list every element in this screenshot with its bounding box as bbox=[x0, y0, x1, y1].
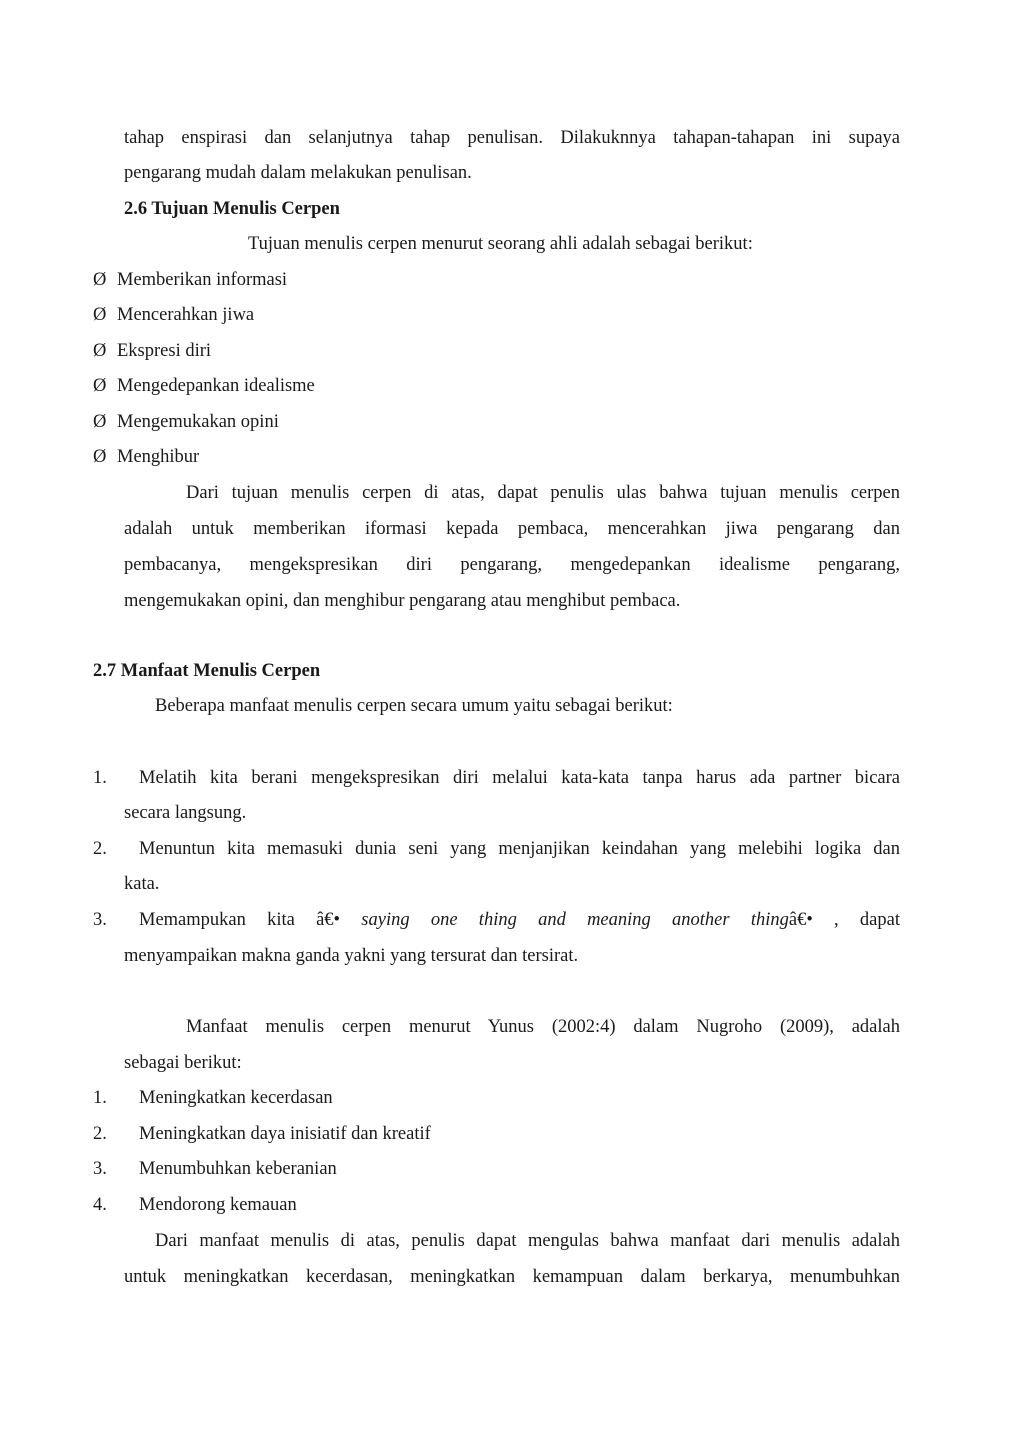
section-2-7-heading: 2.7 Manfaat Menulis Cerpen bbox=[93, 661, 321, 681]
list-number: 2. bbox=[93, 1124, 107, 1144]
closing-line-1: Dari manfaat menulis di atas, penulis dapat mengulas bahwa manfaat dari menulis adalah bbox=[155, 1231, 900, 1251]
bullet-symbol: Ø bbox=[93, 305, 107, 325]
benefit-2-line-1: Menuntun kita memasuki dunia seni yang menjanjikan keindahan yang melebihi logika dan bbox=[139, 839, 900, 859]
list-item bbox=[93, 446, 199, 468]
list-item bbox=[93, 304, 254, 326]
benefit-3-post: â€• , dapat bbox=[788, 910, 900, 930]
yunus-line-2: sebagai berikut: bbox=[124, 1053, 242, 1073]
list-item bbox=[93, 375, 315, 397]
intro-line-2: pengarang mudah dalam melakukan penulisan. bbox=[124, 163, 472, 183]
benefit-1-line-2: secara langsung. bbox=[124, 803, 247, 823]
bullet-symbol: Ø bbox=[93, 447, 107, 467]
benefit-3-pre: Memampukan kita â€• bbox=[139, 910, 341, 930]
summary-line-2: adalah untuk memberikan iformasi kepada pembaca, mencerahkan jiwa pengarang dan bbox=[124, 519, 900, 539]
list-item-text: Mengedepankan idealisme bbox=[117, 376, 315, 396]
bullet-symbol: Ø bbox=[93, 341, 107, 361]
list-number: 1. bbox=[93, 768, 107, 788]
bullet-symbol: Ø bbox=[93, 270, 107, 290]
list-number: 3. bbox=[93, 1159, 107, 1179]
intro-line-1: tahap enspirasi dan selanjutnya tahap penulisan. Dilakuknnya tahapan-tahapan ini supaya bbox=[124, 128, 900, 148]
list-item-text: Mengemukakan opini bbox=[117, 412, 279, 432]
list-number: 1. bbox=[93, 1088, 107, 1108]
list-item-text: Ekspresi diri bbox=[117, 341, 212, 361]
list-number: 3. bbox=[93, 910, 107, 930]
list-item-text: Meningkatkan daya inisiatif dan kreatif bbox=[139, 1124, 431, 1144]
summary-line-1: Dari tujuan menulis cerpen di atas, dapat penulis ulas bahwa tujuan menulis cerpen bbox=[186, 483, 900, 503]
bullet-symbol: Ø bbox=[93, 376, 107, 396]
bullet-symbol: Ø bbox=[93, 412, 107, 432]
benefit-1-line-1: Melatih kita berani mengekspresikan diri melalui kata-kata tanpa harus ada partner bicara bbox=[139, 768, 900, 788]
benefit-3-line-1 bbox=[139, 909, 900, 931]
list-item-text: Menghibur bbox=[117, 447, 200, 467]
list-item-text: Memberikan informasi bbox=[117, 270, 288, 290]
summary-line-3: pembacanya, mengekspresikan diri pengarang, mengedepankan idealisme pengarang, bbox=[124, 555, 900, 575]
summary-line-4: mengemukakan opini, dan menghibur pengarang atau menghibut pembaca. bbox=[124, 591, 681, 611]
list-item-text: Mencerahkan jiwa bbox=[117, 305, 255, 325]
list-number: 4. bbox=[93, 1195, 107, 1215]
list-number: 2. bbox=[93, 839, 107, 859]
section-2-7-intro: Beberapa manfaat menulis cerpen secara umum yaitu sebagai berikut: bbox=[155, 696, 673, 716]
list-item-text: Mendorong kemauan bbox=[139, 1195, 297, 1215]
benefit-3-italic: saying one thing and meaning another thing bbox=[361, 910, 789, 930]
benefit-3-line-2: menyampaikan makna ganda yakni yang tersurat dan tersirat. bbox=[124, 946, 579, 966]
list-item-text: Menumbuhkan keberanian bbox=[139, 1159, 337, 1179]
closing-line-2: untuk meningkatkan kecerdasan, meningkatkan kemampuan dalam berkarya, menumbuhkan bbox=[124, 1267, 900, 1287]
section-2-6-intro: Tujuan menulis cerpen menurut seorang ahli adalah sebagai berikut: bbox=[248, 234, 753, 254]
list-item bbox=[93, 269, 287, 291]
yunus-line-1: Manfaat menulis cerpen menurut Yunus (2002:4) dalam Nugroho (2009), adalah bbox=[186, 1017, 900, 1037]
list-item bbox=[93, 340, 211, 362]
list-item-text: Meningkatkan kecerdasan bbox=[139, 1088, 333, 1108]
section-2-6-heading: 2.6 Tujuan Menulis Cerpen bbox=[124, 199, 340, 219]
benefit-2-line-2: kata. bbox=[124, 874, 160, 894]
list-item bbox=[93, 411, 279, 433]
